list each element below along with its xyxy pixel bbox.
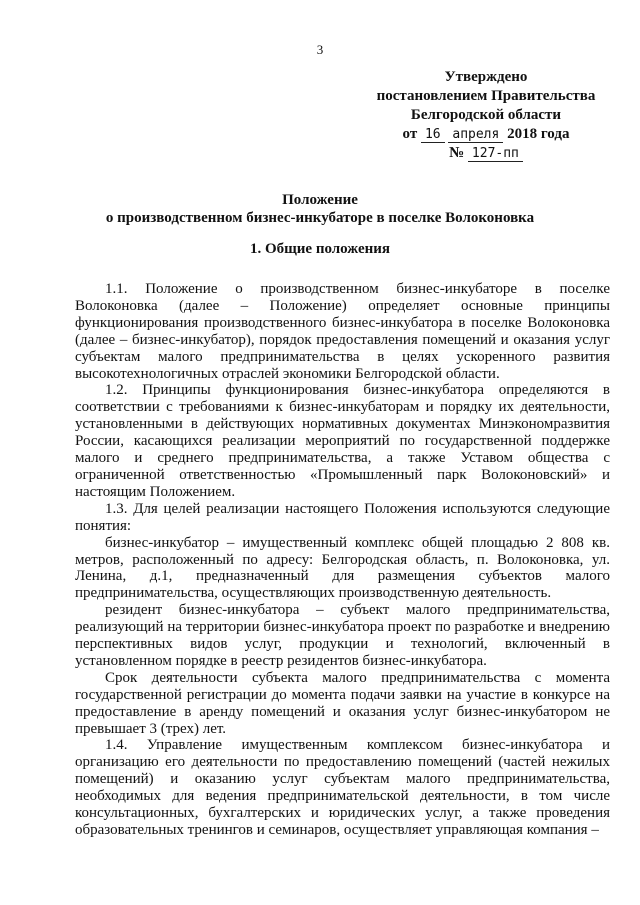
paragraph-1-4: 1.4. Управление имущественным комплексом бизнес-инкубатора и организацию его деятельности по предоставлению помещений (частей нежилых помещений) и оказанию услуг субъектам малого предпринимательства, необходимых для ведения предпринимательской деятельности, в том числе консультационных, бухгалтерских и юридических услуг, а также проведения образовательных тренингов и семинаров, осуществляет управляющая компания –	[75, 737, 610, 838]
document-title	[60, 191, 580, 227]
section-body	[75, 281, 610, 839]
approval-title: Утверждено	[444, 69, 528, 85]
definition-resident: резидент бизнес-инкубатора – субъект малого предпринимательства, реализующий на территории бизнес-инкубатора проект по разработке и внедрению перспективных видов услуг, продукции и технологий, включенный в установленном порядке в реестр резидентов бизнес-инкубатора.	[75, 602, 610, 669]
approval-number	[366, 144, 606, 163]
paragraph-1-2: 1.2. Принципы функционирования бизнес-инкубатора определяются в соответствии с требованиями к бизнес-инкубаторам и порядку их деятельности, установленными в действующих нормативных документах Минэкономразвития России, касающихся реализации мероприятий по государственной поддержке малого и среднего предпринимательства, а также Уставом общества с ограниченной ответственностью «Промышленный парк Волоконовский» и настоящим Положением.	[75, 382, 610, 500]
paragraph-1-3: 1.3. Для целей реализации настоящего Положения используются следующие понятия:	[75, 500, 610, 534]
paragraph-term: Срок деятельности субъекта малого предпринимательства с момента государственной регистрации до момента подачи заявки на участие в конкурсе на предоставление в аренду помещений и оказания услуг бизнес-инкубатором не превышает 3 (трех) лет.	[75, 669, 610, 737]
document-title-line1: Положение	[282, 192, 358, 208]
section-heading: 1. Общие положения	[249, 241, 391, 257]
page-number: 3	[316, 42, 324, 57]
approval-authority: постановлением Правительства	[376, 88, 596, 104]
approval-date	[366, 125, 606, 144]
approval-date-prefix: от	[402, 126, 418, 142]
approval-region: Белгородской области	[410, 107, 562, 123]
document-title-line2: о производственном бизнес-инкубаторе в поселке Волоконовка	[105, 210, 535, 226]
approval-date-year: 2018 года	[507, 126, 570, 142]
paragraph-1-1: 1.1. Положение о производственном бизнес-инкубаторе в поселке Волоконовка (далее – Положение) определяет основные принципы функционирования производственного бизнес-инкубатора в поселке Волоконовка (далее – бизнес-инкубатор), порядок предоставления помещений и оказания услуг субъектам малого предпринимательства в целях ускоренного развития высокотехнологичных отраслей экономики Белгородской области.	[75, 281, 610, 382]
approval-date-day: 16	[421, 127, 445, 143]
approval-number-value: 127-пп	[468, 146, 523, 162]
approval-date-month: апреля	[448, 127, 503, 143]
approval-number-prefix: №	[449, 145, 465, 161]
approval-stamp	[366, 68, 606, 163]
definition-business-incubator: бизнес-инкубатор – имущественный комплекс общей площадью 2 808 кв. метров, расположенный по адресу: Белгородская область, п. Волоконовка, ул. Ленина, д.1, предназначенный для размещения субъектов малого предпринимательства, осуществляющих производственную деятельность.	[75, 534, 610, 602]
